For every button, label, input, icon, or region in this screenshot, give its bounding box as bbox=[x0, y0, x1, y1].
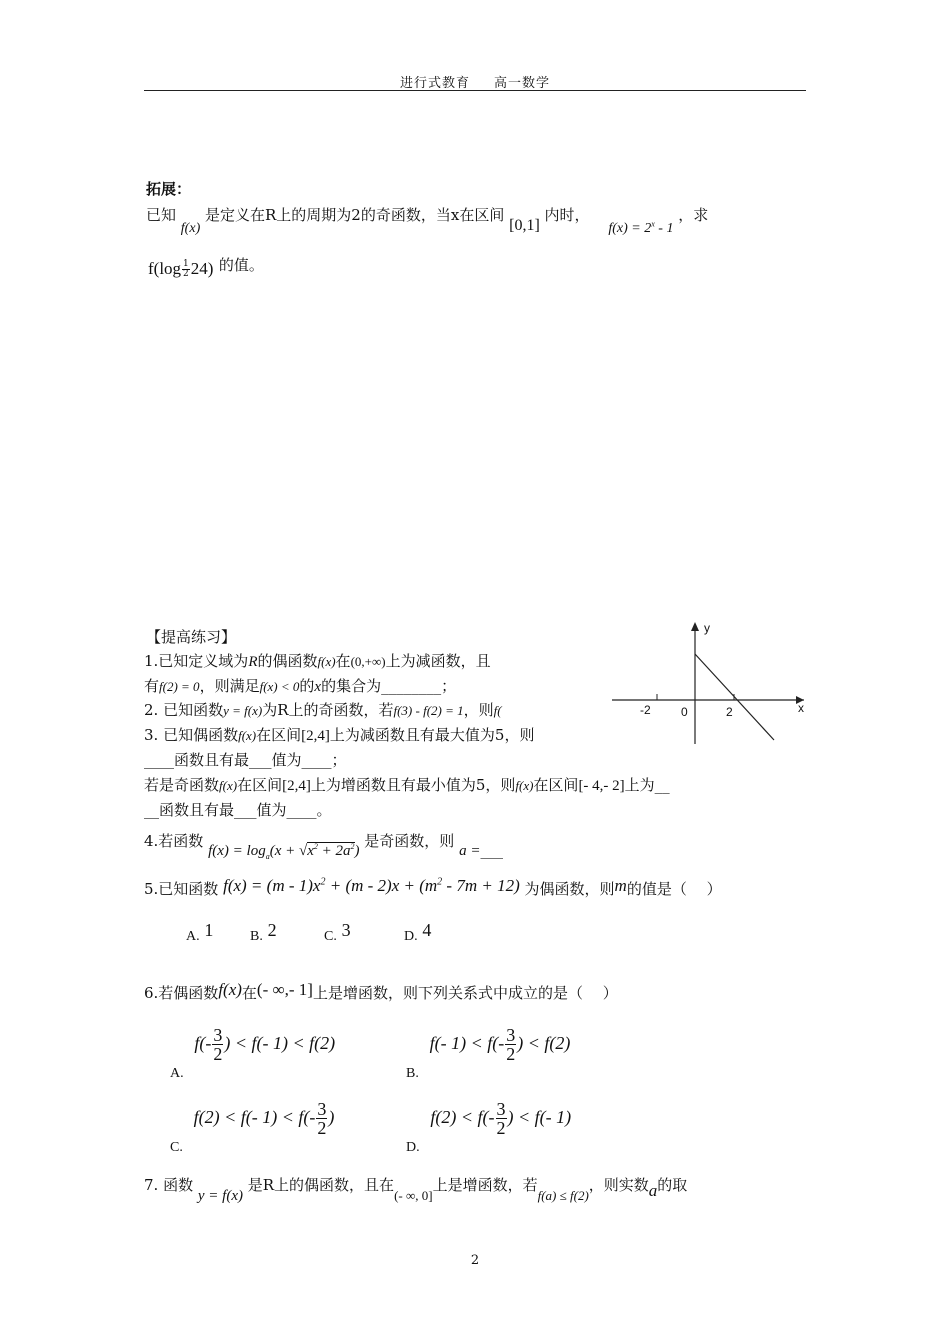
header-subject: 高一数学 bbox=[494, 76, 551, 91]
q6-option-c[interactable]: C. f(2) < f(- 1) < f(- $\frac{3}{2}$ ) bbox=[170, 1099, 335, 1155]
q5-option-c[interactable]: C. 3 bbox=[324, 920, 351, 944]
q5-option-d[interactable]: D. 4 bbox=[404, 920, 432, 944]
q6-option-d[interactable]: D. f(2) < f(- $\frac{3}{2}$ ) < f(- 1) bbox=[406, 1099, 572, 1155]
question-5: 5.已知函数 $f(x) = (m - 1)x^2 + (m - 2)x + (m^2 - 7m + 12)$ 为偶函数，则m的值是（ ） bbox=[144, 876, 722, 898]
header-rule bbox=[144, 90, 806, 91]
question-1-line-1: 1.已知定义域为R的偶函数f(x)在(0,+∞)上为减函数，且 bbox=[144, 652, 491, 670]
q6-option-b[interactable]: B. f(- 1) < f(- $\frac{3}{2}$ ) < f(2) bbox=[406, 1025, 571, 1081]
question-3-line-3: 若是奇函数f(x)在区间[2,4]上为增函数且有最小值为5，则f(x)在区间[- 4,- 2]上为__ bbox=[144, 776, 670, 794]
practice-title: 【提高练习】 bbox=[146, 628, 237, 646]
x-axis-label: x bbox=[798, 701, 804, 715]
page-header bbox=[0, 72, 950, 91]
question-3-line-1: 3. 已知偶函数f(x)在区间[2,4]上为减函数且有最大值为5，则 bbox=[144, 726, 535, 744]
q5-option-b[interactable]: B. 2 bbox=[250, 920, 277, 944]
ext-line-2: f(log $\frac{1}{2}$ 24) 的值。 bbox=[148, 256, 264, 279]
question-4: 4.若函数 $f(x) = \log_a(x + √x^2 + 2a^2)$ 是奇函数，则 a =___ bbox=[144, 832, 503, 861]
question-6: 6.若偶函数f(x)在(- ∞,- 1]上是增函数，则下列关系式中成立的是（ ） bbox=[144, 980, 618, 1002]
function-graph bbox=[598, 616, 810, 748]
header-org: 进行式教育 bbox=[399, 76, 470, 91]
page-number: 2 bbox=[470, 1253, 480, 1268]
graph-line bbox=[695, 654, 774, 740]
tick-label-0: 0 bbox=[681, 705, 688, 719]
question-2: 2. 已知函数y = f(x)为R上的奇函数，若f(3) - f(2) = 1，则f( bbox=[144, 701, 502, 719]
ext-line-1: 已知 f(x) 是定义在R上的周期为2的奇函数，当x在区间 [0,1] 内时， $f(x) = 2^x - 1$ ，求 bbox=[146, 206, 709, 236]
q6-option-a[interactable]: A. f(- $\frac{3}{2}$ ) < f(- 1) < f(2) bbox=[170, 1025, 336, 1081]
y-axis-label: y bbox=[704, 621, 710, 635]
question-3-line-2: ____函数且有最___值为____； bbox=[144, 751, 347, 769]
q5-option-a[interactable]: A. 1 bbox=[186, 920, 214, 944]
question-3-line-4: __函数且有最___值为____。 bbox=[144, 801, 332, 819]
y-axis-arrow bbox=[691, 622, 699, 631]
question-7: 7. 函数 y = f(x) 是R上的偶函数，且在(- ∞, 0]上是增函数，若f(a) ≤ f(2)，则实数a的取 bbox=[144, 1176, 688, 1204]
tick-label-neg2: -2 bbox=[640, 703, 651, 717]
question-1-line-2: 有f(2) = 0，则满足f(x) < 0的x的集合为________； bbox=[144, 677, 457, 695]
tick-label-2: 2 bbox=[726, 705, 733, 719]
ext-title: 拓展： bbox=[146, 180, 192, 198]
